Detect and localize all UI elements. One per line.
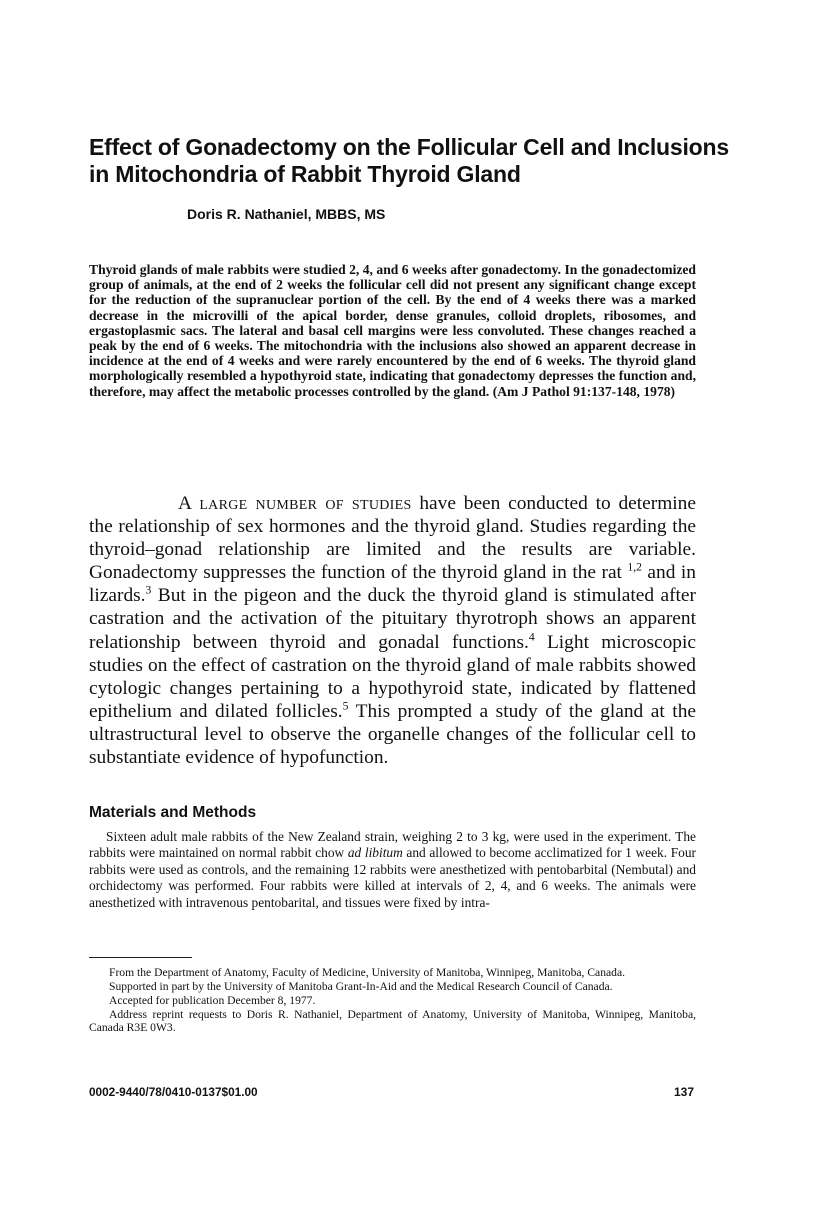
materials-methods-paragraph [89, 829, 696, 911]
methods-italic-term: ad libitum [347, 845, 403, 861]
introduction-paragraph [89, 492, 696, 769]
citation-ref: 4 [528, 630, 535, 644]
intro-lead-in: A large number of studies [178, 493, 412, 514]
section-heading-materials-methods: Materials and Methods [89, 804, 257, 821]
footnote-divider [89, 957, 192, 958]
footnote-affiliation: From the Department of Anatomy, Faculty of Medicine, University of Manitoba, Winnipeg, Manitoba, Canada. [109, 966, 625, 979]
intro-text-1: have been conducted to determine the relationship of sex hormones and the thyroid gland. Studies regarding the thyroid–gonad relationship are limited and the results are variable. Gonadectomy suppresses the function of the thyroid gland in the rat [89, 493, 696, 584]
intro-text-5: This prompted a study of the gland at the ultrastructural level to observe the organelle changes of the follicular cell to substantiate evidence of hypofunction. [89, 700, 696, 769]
citation-ref: 3 [145, 583, 152, 597]
intro-text-2: and in lizards. [89, 562, 696, 607]
copyright-code: 0002-9440/78/0410-0137$01.00 [89, 1085, 258, 1099]
page-number: 137 [674, 1085, 695, 1099]
intro-text-4: Light microscopic studies on the effect of castration on the thyroid gland of male rabbits showed cytologic changes pertaining to a hypothyroid state, indicated by flattened epithelium and dilated follicles. [89, 631, 696, 722]
intro-text-3: But in the pigeon and the duck the thyroid gland is stimulated after castration and the activation of the pituitary thyrotroph shows an apparent relationship between thyroid and gonadal functions. [89, 585, 696, 653]
footnote-reprint-address: Address reprint requests to Doris R. Nathaniel, Department of Anatomy, University of Manitoba, Winnipeg, Manitoba, Canada R3E 0W3. [89, 1007, 696, 1034]
footnotes [89, 967, 696, 1036]
methods-text-2: and allowed to become acclimatized for 1 week. Four rabbits were used as controls, and the remaining 12 rabbits were anesthetized with pentobarbital (Nembutal) and orchidectomy was performed. Four rabbits were killed at intervals of 2, 4, and 6 weeks. The animals were anesthetized with intravenous pentobarital, and tissues were fixed by intra- [89, 845, 696, 910]
footnote-funding: Supported in part by the University of Manitoba Grant-In-Aid and the Medical Research Council of Canada. [109, 979, 613, 993]
footnote-accepted: Accepted for publication December 8, 1977. [109, 993, 316, 1007]
author-byline: Doris R. Nathaniel, MBBS, MS [187, 206, 386, 222]
citation-ref: 1,2 [627, 560, 642, 574]
methods-text-1: Sixteen adult male rabbits of the New Zealand strain, weighing 2 to 3 kg, were used in the experiment. The rabbits were maintained on normal rabbit chow [89, 829, 696, 861]
abstract: Thyroid glands of male rabbits were studied 2, 4, and 6 weeks after gonadectomy. In the gonadectomized group of animals, at the end of 2 weeks the follicular cell did not present any significant change except for the reduction of the supranuclear portion of the cell. By the end of 4 weeks there was a marked decrease in the microvilli of the apical border, dense granules, colloid droplets, ribosomes, and ergastoplasmic sacs. The lateral and basal cell margins were less convoluted. These changes reached a peak by the end of 6 weeks. The mitochondria with the inclusions also showed an apparent decrease in incidence at the end of 4 weeks and were rarely encountered by the end of 6 weeks. The thyroid gland morphologically resembled a hypothyroid state, indicating that gonadectomy depresses the function and, therefore, may affect the metabolic processes controlled by the gland. (Am J Pathol 91:137-148, 1978) [89, 262, 696, 399]
citation-ref: 5 [342, 699, 349, 713]
article-title: Effect of Gonadectomy on the Follicular Cell and Inclusions in Mitochondria of Rabbit Thyroid Gland [89, 134, 729, 187]
